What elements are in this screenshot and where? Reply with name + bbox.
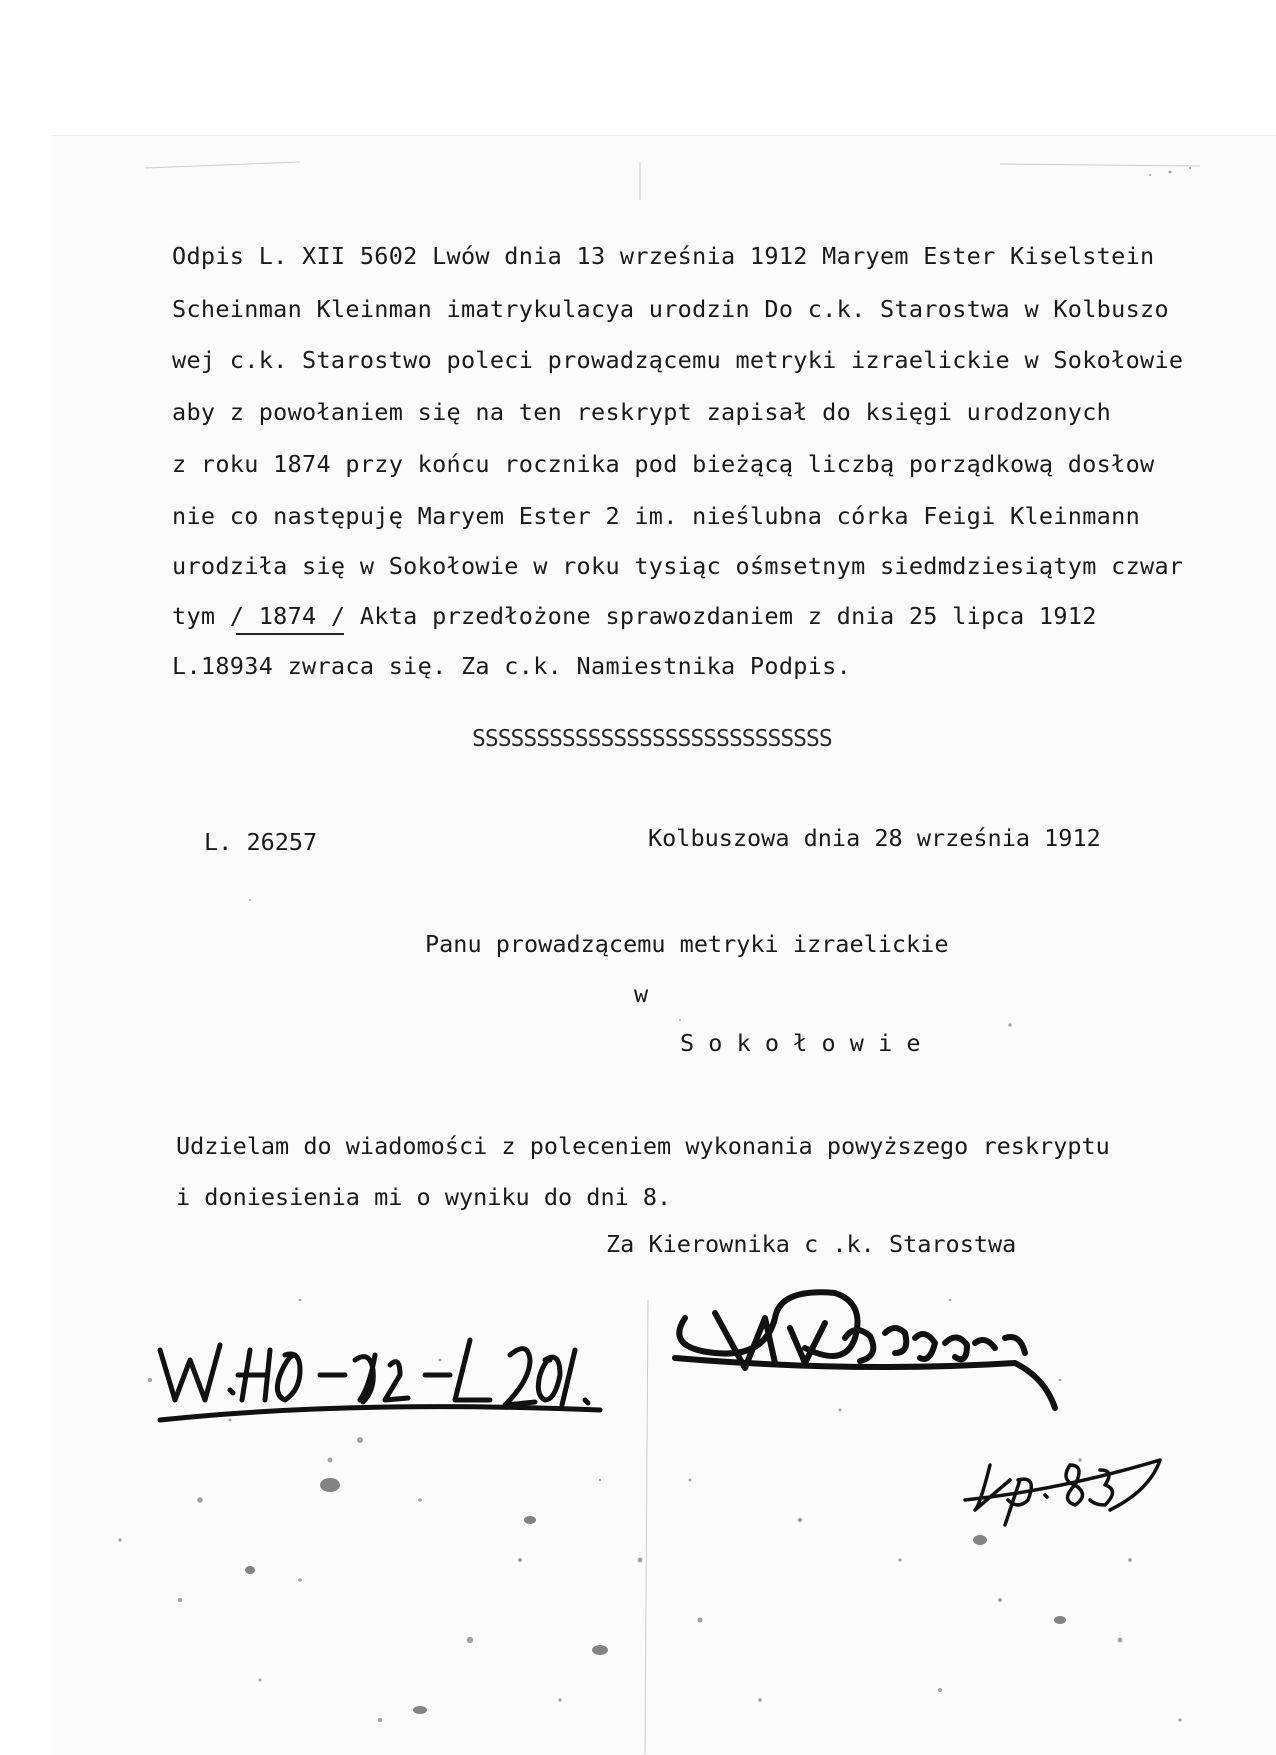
reference-number: L. 26257 <box>204 828 318 856</box>
copy-line: Odpis L. XII 5602 Lwów dnia 13 września 1912 Maryem Ester Kiselstein <box>172 242 1155 270</box>
handwritten-initials <box>960 1440 1180 1530</box>
copy-line: urodziła się w Sokołowie w roku tysiąc ośmsetnym siedmdziesiątym czwar <box>172 552 1184 580</box>
copy-line: Scheinman Kleinman imatrykulacya urodzin Do c.k. Starostwa w Kolbuszo <box>172 295 1169 323</box>
addressee-line: S o k o ł o w i e <box>680 1029 921 1057</box>
copy-line: tym / 1874 / Akta przedłożone sprawozdaniem z dnia 25 lipca 1912 <box>172 602 1097 630</box>
underline-mark <box>232 630 352 640</box>
addressee-line: w <box>634 980 649 1008</box>
place-date: Kolbuszowa dnia 28 września 1912 <box>648 824 1101 852</box>
addressee-line: Panu prowadzącemu metryki izraelickie <box>425 930 949 958</box>
copy-line: z roku 1874 przy końcu rocznika pod bieżącą liczbą porządkową dosłow <box>172 450 1155 478</box>
copy-line: L.18934 zwraca się. Za c.k. Namiestnika Podpis. <box>172 652 852 680</box>
section-divider: SSSSSSSSSSSSSSSSSSSSSSSSSSSS <box>472 726 832 752</box>
body-line: Udzielam do wiadomości z poleceniem wykonania powyższego reskryptu <box>176 1132 1110 1160</box>
copy-line: wej c.k. Starostwo poleci prowadzącemu metryki izraelickie w Sokołowie <box>172 346 1184 374</box>
copy-line: nie co następuję Maryem Ester 2 im. nieślubna córka Feigi Kleinmann <box>172 502 1141 530</box>
handwritten-note <box>150 1320 610 1430</box>
signature <box>655 1278 1085 1428</box>
copy-line: aby z powołaniem się na ten reskrypt zapisał do księgi urodzonych <box>172 398 1112 426</box>
closing-line: Za Kierownika c .k. Starostwa <box>606 1230 1017 1258</box>
body-line: i doniesienia mi o wyniku do dni 8. <box>176 1183 672 1211</box>
